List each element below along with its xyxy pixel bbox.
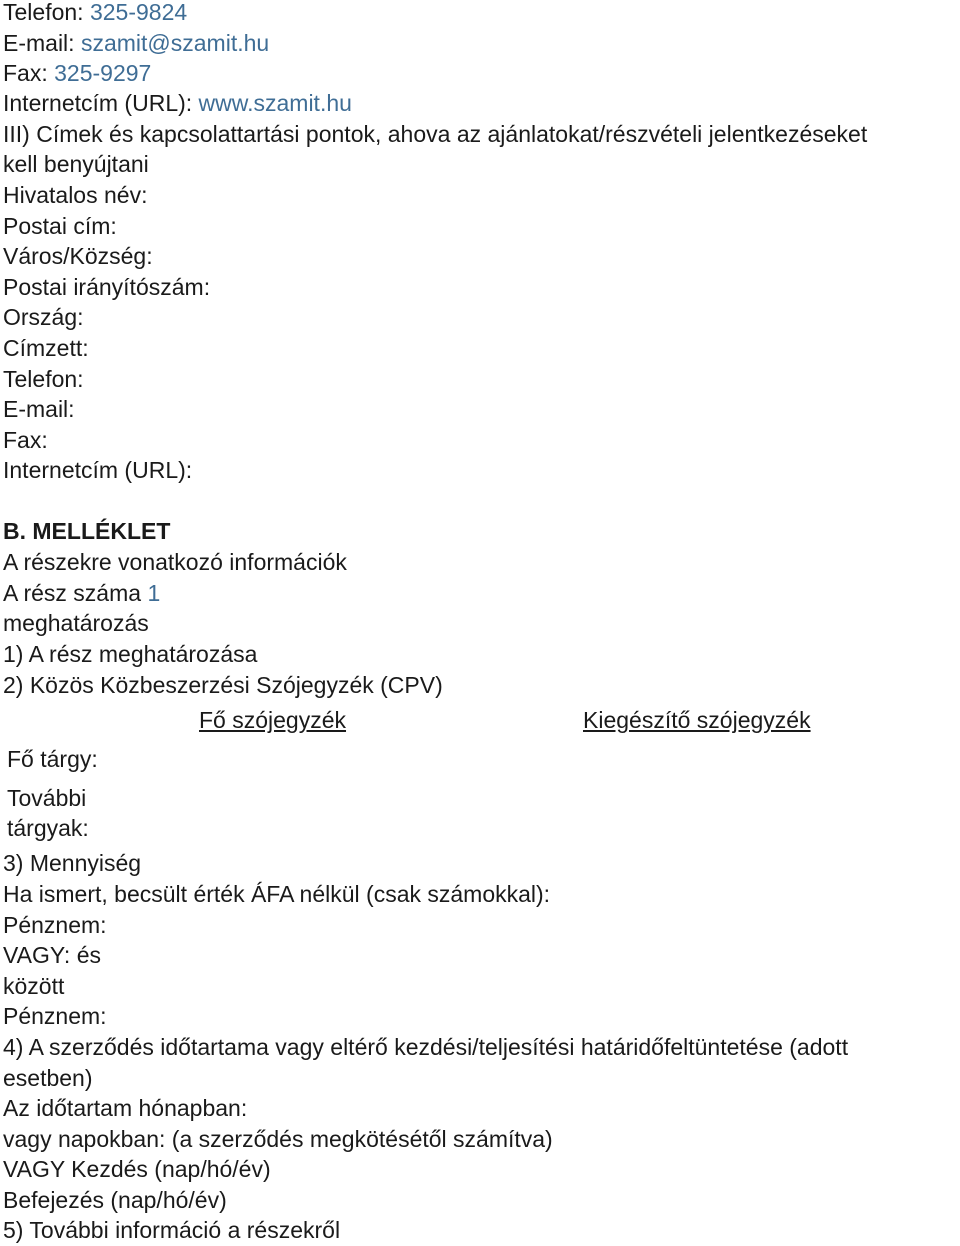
- section3-field-postal-code: Postai irányítószám:: [3, 274, 211, 300]
- or-between-line1: VAGY: és: [3, 942, 102, 968]
- section3-field-city: Város/Község:: [3, 243, 153, 269]
- section3-field-fax: Fax:: [3, 427, 48, 453]
- item1-part-definition: 1) A rész meghatározása: [3, 641, 258, 667]
- part-number-row: [3, 578, 160, 608]
- estimate-line: Ha ismert, becsült érték ÁFA nélkül (csak számokkal):: [3, 881, 551, 907]
- section3-field-country: Ország:: [3, 304, 84, 330]
- contact-phone-value: 325-9824: [89, 0, 188, 25]
- item3-quantity: 3) Mennyiség: [3, 850, 142, 876]
- end-date: Befejezés (nap/hó/év): [3, 1187, 227, 1213]
- annex-b-title: B. MELLÉKLET: [3, 518, 171, 544]
- currency-label-2: Pénznem:: [3, 1003, 107, 1029]
- item4-heading-line1: 4) A szerződés időtartama vagy eltérő kezdési/teljesítési határidőfeltüntetése (adott: [3, 1034, 849, 1060]
- part-number-label: A rész száma: [3, 580, 142, 606]
- cpv-col-main: Fő szójegyzék: [199, 707, 347, 733]
- section3-field-email: E-mail:: [3, 396, 75, 422]
- contact-fax-row: [3, 58, 151, 88]
- duration-months: Az időtartam hónapban:: [3, 1095, 248, 1121]
- start-date: VAGY Kezdés (nap/hó/év): [3, 1156, 271, 1182]
- section3-heading-line2: kell benyújtani: [3, 151, 149, 177]
- contact-phone-row: [3, 0, 187, 27]
- contact-phone-label: Telefon:: [3, 0, 84, 25]
- section3-field-phone: Telefon:: [3, 366, 84, 392]
- cpv-additional-objects-label-line2: tárgyak:: [7, 815, 89, 841]
- contact-email-value[interactable]: szamit@szamit.hu: [80, 30, 270, 56]
- contact-url-row: [3, 88, 352, 118]
- cpv-main-object-label: Fő tárgy:: [7, 746, 98, 772]
- contact-email-row: [3, 28, 269, 58]
- definition-label: meghatározás: [3, 610, 149, 636]
- item2-cpv-heading: 2) Közös Közbeszerzési Szójegyzék (CPV): [3, 672, 443, 698]
- part-number-value: 1: [147, 580, 161, 606]
- contact-url-value[interactable]: www.szamit.hu: [198, 90, 352, 116]
- section3-field-official-name: Hivatalos név:: [3, 182, 148, 208]
- section3-field-recipient: Címzett:: [3, 335, 89, 361]
- section3-field-url: Internetcím (URL):: [3, 457, 193, 483]
- item4-heading-line2: esetben): [3, 1065, 93, 1091]
- currency-label-1: Pénznem:: [3, 912, 107, 938]
- cpv-additional-objects-label-line1: További: [7, 785, 87, 811]
- contact-url-label: Internetcím (URL):: [3, 90, 193, 116]
- annex-b-subtitle: A részekre vonatkozó információk: [3, 549, 347, 575]
- section3-field-postal-address: Postai cím:: [3, 213, 117, 239]
- contact-fax-label: Fax:: [3, 60, 48, 86]
- cpv-col-supplementary: Kiegészítő szójegyzék: [583, 707, 811, 733]
- contact-email-label: E-mail:: [3, 30, 75, 56]
- duration-days: vagy napokban: (a szerződés megkötésétől számítva): [3, 1126, 553, 1152]
- item5-additional-info: 5) További információ a részekről: [3, 1217, 341, 1243]
- section3-heading-line1: III) Címek és kapcsolattartási pontok, ahova az ajánlatokat/részvételi jelentkezéseket: [3, 121, 868, 147]
- or-between-line2: között: [3, 973, 65, 999]
- contact-fax-value: 325-9297: [54, 60, 152, 86]
